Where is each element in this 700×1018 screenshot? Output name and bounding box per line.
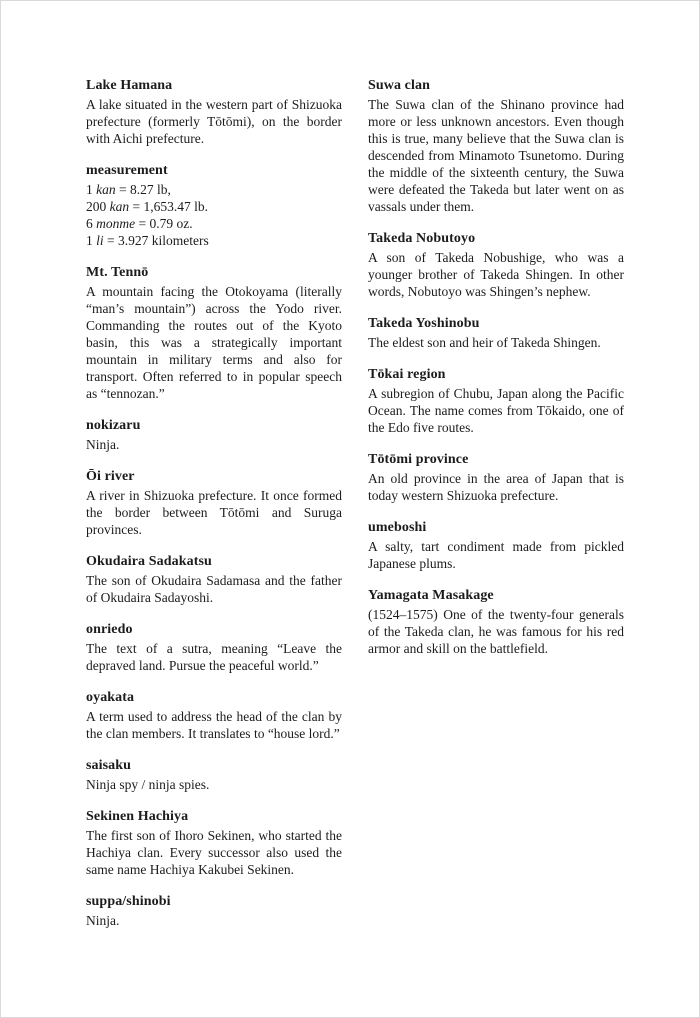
definition-text: The Suwa clan of the Shinano province had more or less unknown ancestors. Even though this is true, many believe that the Suwa clan is descended from Minamoto Tsunetomo. During the middle of the sixteenth century, the Suwa were defeated the Takeda but later went on as vassals under them. — [368, 97, 624, 214]
glossary-entry — [368, 230, 624, 300]
definition-text: Ninja. — [86, 437, 120, 452]
term-heading: Lake Hamana — [86, 78, 173, 93]
definition-text: A term used to address the head of the clan by the clan members. It translates to “house lord.” — [86, 709, 342, 741]
definition-text: A mountain facing the Otokoyama (literally “man’s mountain”) across the Yodo river. Commanding the routes out of the Kyoto basin, this was a strategically important mountain in military terms and also for transport. Often referred to in popular speech as “tennozan.” — [86, 284, 342, 401]
definition-text: An old province in the area of Japan that is today western Shizuoka prefecture. — [368, 471, 624, 503]
term-heading: nokizaru — [86, 418, 141, 433]
unit-name: kan — [96, 182, 116, 197]
term-heading: onriedo — [86, 622, 133, 637]
definition-text: The text of a sutra, meaning “Leave the depraved land. Pursue the peaceful world.” — [86, 641, 342, 673]
unit-name: li — [96, 233, 104, 248]
term-heading: umeboshi — [368, 520, 427, 535]
term-heading: saisaku — [86, 758, 132, 773]
measurement-text: 6 — [86, 216, 97, 231]
glossary-column-left — [86, 77, 342, 944]
definition-text: The eldest son and heir of Takeda Shingen. — [368, 335, 601, 350]
glossary-entry — [86, 621, 342, 674]
unit-name: monme — [96, 216, 136, 231]
glossary-entry — [86, 417, 342, 453]
term-heading: Okudaira Sadakatsu — [86, 554, 212, 569]
glossary-entry — [86, 162, 342, 249]
definition-text: A river in Shizuoka prefecture. It once formed the border between Tōtōmi and Suruga provinces. — [86, 488, 342, 537]
definition-text: A son of Takeda Nobushige, who was a younger brother of Takeda Shingen. In other words, Nobutoyo was Shingen’s nephew. — [368, 250, 624, 299]
term-heading: Tōtōmi province — [368, 452, 469, 467]
definition-text: A lake situated in the western part of Shizuoka prefecture (formerly Tōtōmi), on the border with Aichi prefecture. — [86, 97, 342, 146]
glossary-entry — [86, 893, 342, 929]
measurement-line — [86, 215, 342, 232]
glossary-entry — [86, 689, 342, 742]
term-heading: Yamagata Masakage — [368, 588, 494, 603]
glossary-entry — [368, 77, 624, 215]
definition-text: Ninja. — [86, 913, 120, 928]
glossary-entry — [368, 519, 624, 572]
definition-text: Ninja spy / ninja spies. — [86, 777, 210, 792]
term-heading: Takeda Nobutoyo — [368, 231, 476, 246]
definition-text: A subregion of Chubu, Japan along the Pacific Ocean. The name comes from Tōkaido, one of the Edo five routes. — [368, 386, 624, 435]
glossary-entry — [368, 366, 624, 436]
measurement-line — [86, 232, 342, 249]
measurement-text: = 0.79 oz. — [135, 216, 193, 231]
term-heading: Takeda Yoshinobu — [368, 316, 480, 331]
glossary-entry — [86, 808, 342, 878]
definition-text: The son of Okudaira Sadamasa and the father of Okudaira Sadayoshi. — [86, 573, 342, 605]
measurement-text: = 1,653.47 lb. — [129, 199, 208, 214]
term-heading: measurement — [86, 163, 168, 178]
measurement-text: 1 — [86, 182, 97, 197]
term-heading: Sekinen Hachiya — [86, 809, 189, 824]
term-heading: Tōkai region — [368, 367, 446, 382]
term-heading: Mt. Tennō — [86, 265, 149, 280]
measurement-text: 1 — [86, 233, 97, 248]
term-heading: Suwa clan — [368, 78, 430, 93]
definition-text: The first son of Ihoro Sekinen, who started the Hachiya clan. Every successor also used the same name Hachiya Kakubei Sekinen. — [86, 828, 342, 877]
glossary-entry — [86, 77, 342, 147]
glossary-entry — [368, 315, 624, 351]
glossary-entry — [86, 264, 342, 402]
glossary-entry — [86, 468, 342, 538]
glossary-entry — [86, 757, 342, 793]
term-heading: oyakata — [86, 690, 135, 705]
definition-text: (1524–1575) One of the twenty-four generals of the Takeda clan, he was famous for his red armor and skill on the battlefield. — [368, 607, 624, 656]
measurement-line — [86, 181, 342, 198]
definition-text: A salty, tart condiment made from pickled Japanese plums. — [368, 539, 624, 571]
glossary-entry — [368, 587, 624, 657]
glossary-column-right — [368, 77, 624, 944]
unit-name: kan — [109, 199, 130, 214]
measurement-line — [86, 198, 342, 215]
measurement-text: = 8.27 lb, — [115, 182, 171, 197]
glossary-content — [86, 77, 624, 944]
glossary-entry — [86, 553, 342, 606]
measurement-text: = 3.927 kilometers — [103, 233, 209, 248]
glossary-entry — [368, 451, 624, 504]
term-heading: Ōi river — [86, 469, 135, 484]
term-heading: suppa/shinobi — [86, 894, 171, 909]
measurement-text: 200 — [86, 199, 110, 214]
